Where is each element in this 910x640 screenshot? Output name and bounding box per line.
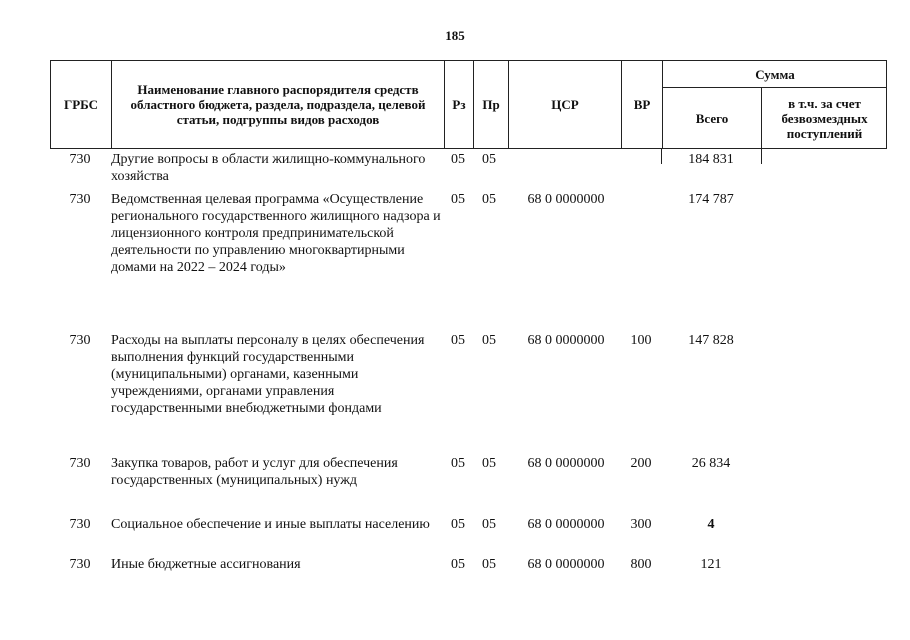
cell-rz: 05: [451, 517, 465, 532]
header-grbs: ГРБС: [50, 60, 111, 148]
cell-csr: 68 0 0000000: [527, 333, 605, 348]
header-rz: Рз: [444, 60, 473, 148]
cell-rz: 05: [451, 333, 465, 348]
cell-grbs: 730: [69, 152, 91, 167]
cell-vr: 200: [630, 456, 652, 471]
cell-vr: 100: [630, 333, 652, 348]
cell-grbs: 730: [69, 517, 91, 532]
header-total: Всего: [662, 87, 761, 148]
cell-csr: 68 0 0000000: [527, 192, 605, 207]
cell-pr: 05: [482, 152, 496, 167]
cell-name: Иные бюджетные ассигнования: [111, 557, 301, 572]
cell-total: 147 828: [688, 333, 734, 348]
cell-vr: 800: [630, 557, 652, 572]
cell-rz: 05: [451, 192, 465, 207]
cell-pr: 05: [482, 192, 496, 207]
cell-grbs: 730: [69, 333, 91, 348]
header-sum: Сумма: [662, 60, 887, 87]
header-vr: ВР: [621, 60, 662, 148]
cell-grbs: 730: [69, 557, 91, 572]
cell-rz: 05: [451, 456, 465, 471]
cell-total: 4: [707, 517, 715, 532]
cell-csr: 68 0 0000000: [527, 557, 605, 572]
cell-csr: 68 0 0000000: [527, 517, 605, 532]
header-name: Наименование главного распорядителя средств областного бюджета, раздела, подраздела, целевой статьи, подгруппы видов расходов: [111, 60, 444, 148]
cell-pr: 05: [482, 517, 496, 532]
cell-total: 26 834: [691, 456, 731, 471]
cell-rz: 05: [451, 557, 465, 572]
page-number: 185: [445, 28, 465, 43]
cell-total: 121: [700, 557, 722, 572]
cell-name: Закупка товаров, работ и услуг для обеспечения государственных (муниципальных) нужд: [111, 456, 398, 488]
cell-total: 174 787: [688, 192, 734, 207]
cell-rz: 05: [451, 152, 465, 167]
cell-name: Расходы на выплаты персоналу в целях обеспечения выполнения функций государственными (муниципальными) органами, казенными учреждениями, органами управления государственными внебюджетными фондами: [111, 333, 425, 416]
cell-pr: 05: [482, 456, 496, 471]
header-pr: Пр: [473, 60, 508, 148]
cell-grbs: 730: [69, 192, 91, 207]
cell-name: Другие вопросы в области жилищно-коммунального хозяйства: [111, 152, 426, 184]
column-divider: [761, 149, 762, 164]
table-header: [50, 60, 887, 148]
cell-vr: 300: [630, 517, 652, 532]
cell-total: 184 831: [688, 152, 734, 167]
cell-csr: 68 0 0000000: [527, 456, 605, 471]
header-csr: ЦСР: [508, 60, 621, 148]
cell-name: Социальное обеспечение и иные выплаты населению: [111, 517, 430, 532]
header-free: в т.ч. за счет безвозмездных поступлений: [761, 87, 887, 148]
cell-name: Ведомственная целевая программа «Осуществление регионального государственного жилищного надзора и лицензионного контроля предпринимательской деятельности по управлению многоквартирными домами на 2022 – 2024 годы»: [111, 192, 441, 275]
cell-grbs: 730: [69, 456, 91, 471]
cell-pr: 05: [482, 333, 496, 348]
cell-pr: 05: [482, 557, 496, 572]
